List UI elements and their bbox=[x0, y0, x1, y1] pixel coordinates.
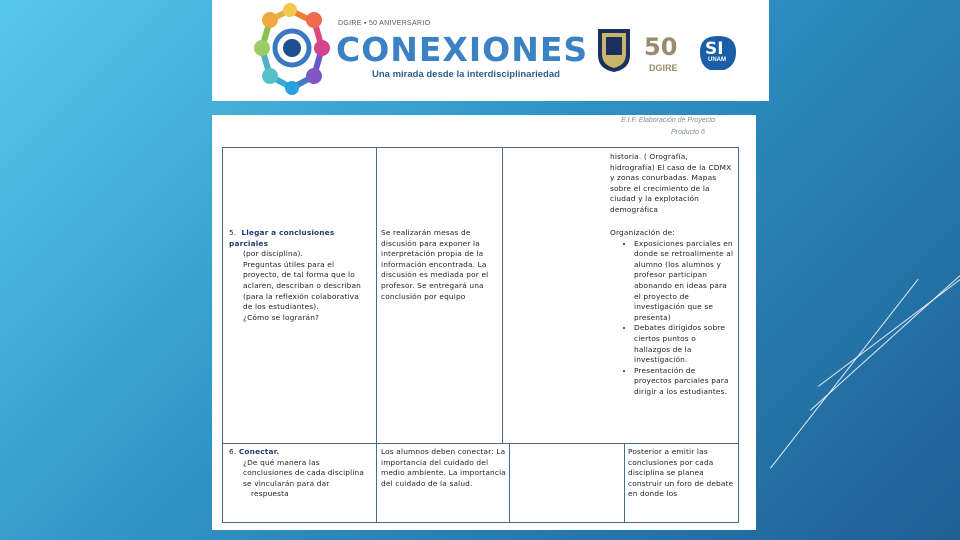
banner-subtitle: Una mirada desde la interdisciplinariedad bbox=[372, 69, 560, 80]
organization-bullet: • Presentación de proyectos parciales para dirigir a los estudiantes. bbox=[634, 366, 734, 398]
table-divider bbox=[509, 443, 510, 522]
row3-activity-text: Los alumnos deben conectar: La importancia del cuidado del medio ambiente. La importancia del cuidado de la salud. bbox=[381, 447, 506, 488]
step-title: Conectar. bbox=[238, 447, 280, 456]
row2-activity-text: Se realizarán mesas de discusión para exponer la interpretación propia de la información encontrada. La discusión es mediada por el profesor. Se entregará una conclusión por equipo bbox=[381, 228, 489, 301]
step-line: aclaren, describan o describan bbox=[243, 280, 361, 290]
decorative-line bbox=[818, 236, 960, 387]
banner-title: CONEXIONES bbox=[336, 30, 589, 69]
dgire-label: DGIRE bbox=[649, 63, 678, 73]
anniversary-label: DGIRE ▪ 50 ANIVERSARIO bbox=[338, 20, 431, 27]
step-line: proyecto, de tal forma que lo bbox=[243, 270, 355, 280]
organization-bullet: • Exposiciones parciales en donde se retroalimente al alumno (los alumnos y profesor participan abonando en ideas para el proyecto de investigación que se presenta) bbox=[634, 239, 734, 324]
step-line: (para la reflexión colaborativa bbox=[243, 291, 359, 301]
decorative-line bbox=[810, 263, 960, 411]
row3-organization-text: Posterior a emitir las conclusiones por cada disciplina se planea construir un foro de debate en donde los bbox=[628, 447, 734, 499]
table-divider bbox=[502, 148, 503, 443]
step-line: ¿Cómo se lograrán? bbox=[243, 312, 320, 322]
row3-step-cell bbox=[229, 447, 375, 500]
conexiones-banner bbox=[212, 0, 769, 101]
step-line: se vincularán para dar bbox=[243, 478, 330, 488]
step-title: Llegar a conclusiones parciales bbox=[229, 228, 335, 248]
document-subheader: Producto 6 bbox=[671, 129, 705, 136]
step-line: respuesta bbox=[251, 489, 289, 499]
unam-shield-icon bbox=[596, 27, 632, 73]
step-line: conclusiones de cada disciplina bbox=[243, 468, 365, 478]
dgire-50-logo: 50 bbox=[644, 33, 678, 61]
conexiones-logo-icon bbox=[232, 0, 342, 101]
si-unam-label: UNAM bbox=[708, 57, 726, 63]
decorative-line bbox=[770, 279, 919, 469]
table-divider bbox=[223, 443, 738, 444]
row1-organization-text: historia. ( Orografía, hidrografía) El caso de la CDMX y zonas conurbadas. Mapas sobre el crecimiento de la ciudad y la explotación demográfica bbox=[610, 152, 732, 214]
step-number: 5. bbox=[229, 228, 237, 237]
organization-heading: Organización de: bbox=[610, 228, 675, 237]
step-number: 6. bbox=[229, 447, 237, 456]
table-divider bbox=[376, 148, 377, 522]
project-table bbox=[222, 147, 739, 523]
step-line: ¿De qué manera las bbox=[243, 457, 320, 467]
organization-bullet: • Debates dirigidos sobre ciertos puntos o hallazgos de la investigación. bbox=[634, 323, 734, 365]
row2-organization-cell bbox=[610, 228, 734, 398]
step-line: Preguntas útiles para el bbox=[243, 259, 335, 269]
table-divider bbox=[624, 443, 625, 522]
row2-step-cell bbox=[229, 228, 375, 323]
si-logo-text: SI bbox=[705, 39, 724, 59]
step-line: (por disciplina). bbox=[243, 249, 303, 259]
document-page bbox=[212, 115, 756, 530]
step-line: de los estudiantes). bbox=[243, 302, 319, 312]
document-header: E.I.F. Elaboración de Proyecto bbox=[621, 117, 716, 124]
